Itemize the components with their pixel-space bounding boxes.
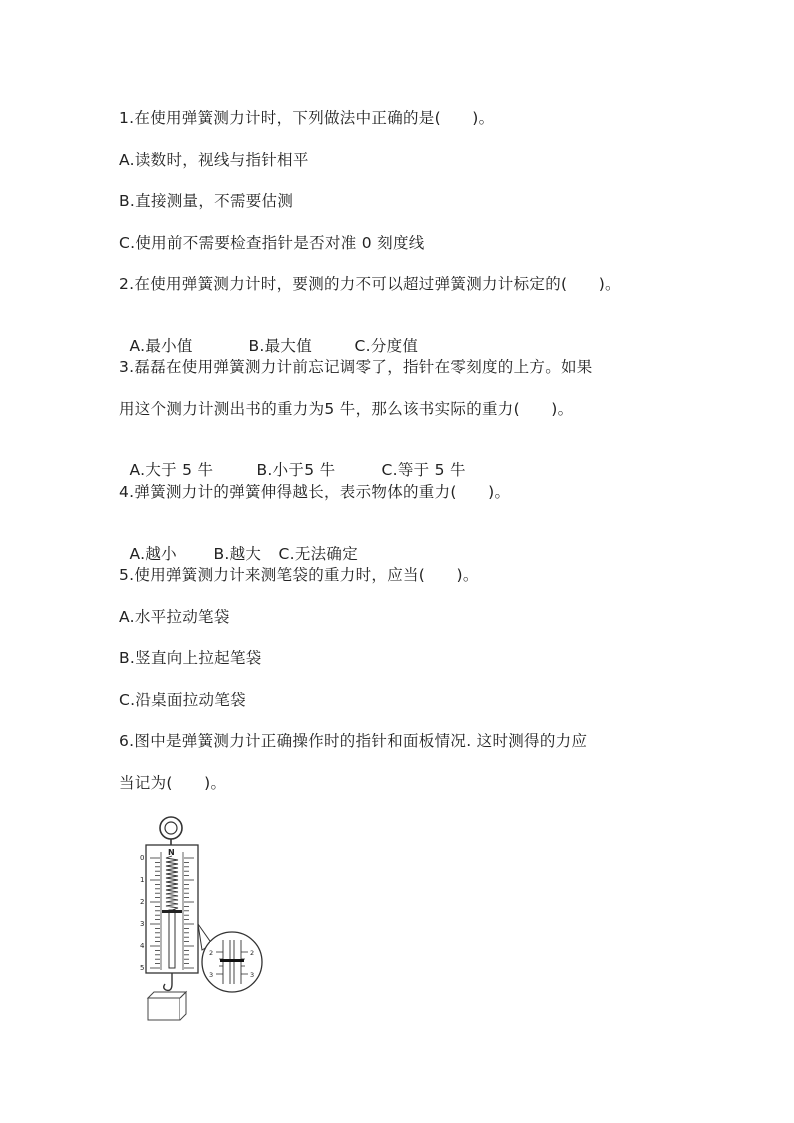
q2-options: [119, 316, 418, 356]
zoom-pointer: [220, 959, 244, 962]
scale-label-1: 1: [140, 876, 145, 884]
q2-option-a[interactable]: A.最小值: [129, 337, 193, 355]
pointer: [162, 910, 182, 913]
q4-option-a[interactable]: A.越小: [129, 545, 177, 563]
ring-outer: [160, 817, 182, 839]
q2-option-c[interactable]: C.分度值: [354, 337, 419, 355]
q3-option-b[interactable]: B.小于5 牛: [256, 461, 336, 479]
q3-options: [119, 440, 466, 480]
q1-option-a[interactable]: A.读数时，视线与指针相平: [119, 151, 309, 169]
q2-stem: 2.在使用弹簧测力计时，要测的力不可以超过弹簧测力计标定的( )。: [119, 275, 621, 293]
q3-option-a[interactable]: A.大于 5 牛: [129, 461, 214, 479]
q1-stem: 1.在使用弹簧测力计时，下列做法中正确的是( )。: [119, 109, 495, 127]
scale-label-0: 0: [140, 854, 145, 862]
zoom-label-left-2: 2: [209, 949, 214, 957]
q4-stem: 4.弹簧测力计的弹簧伸得越长，表示物体的重力( )。: [119, 483, 511, 501]
scale-label-4: 4: [140, 942, 145, 950]
scale-label-3: 3: [140, 920, 145, 928]
q4-option-c[interactable]: C.无法确定: [278, 545, 359, 563]
rod: [169, 910, 175, 968]
q4-option-b[interactable]: B.越大: [213, 545, 262, 563]
q3-stem-line-1: 3.磊磊在使用弹簧测力计前忘记调零了，指针在零刻度的上方。如果: [119, 358, 593, 376]
q5-option-b[interactable]: B.竖直向上拉起笔袋: [119, 649, 262, 667]
q3-stem-line-2: 用这个测力计测出书的重力为5 牛，那么该书实际的重力( )。: [119, 400, 574, 418]
q2-option-b[interactable]: B.最大值: [248, 337, 313, 355]
q5-option-c[interactable]: C.沿桌面拉动笔袋: [119, 691, 246, 709]
zoom-label-left-3: 3: [209, 971, 214, 979]
q1-option-c[interactable]: C.使用前不需要检查指针是否对准 0 刻度线: [119, 234, 425, 252]
q1-option-b[interactable]: B.直接测量，不需要估测: [119, 192, 294, 210]
spring-scale-figure: [140, 812, 280, 1027]
q4-options: [119, 524, 358, 564]
zoom-label-right-3: 3: [250, 971, 255, 979]
scale-label-2: 2: [140, 898, 145, 906]
box-front: [148, 998, 180, 1020]
q6-stem-line-2: 当记为( )。: [119, 774, 227, 792]
zoom-label-right-2: 2: [250, 949, 255, 957]
unit-label: N: [168, 848, 175, 857]
scale-label-5: 5: [140, 964, 145, 972]
q3-option-c[interactable]: C.等于 5 牛: [381, 461, 466, 479]
q6-stem-line-1: 6.图中是弹簧测力计正确操作时的指针和面板情况. 这时测得的力应: [119, 732, 588, 750]
hook: [164, 973, 172, 990]
q5-stem: 5.使用弹簧测力计来测笔袋的重力时，应当( )。: [119, 566, 479, 584]
ring-inner: [165, 822, 177, 834]
q5-option-a[interactable]: A.水平拉动笔袋: [119, 608, 230, 626]
